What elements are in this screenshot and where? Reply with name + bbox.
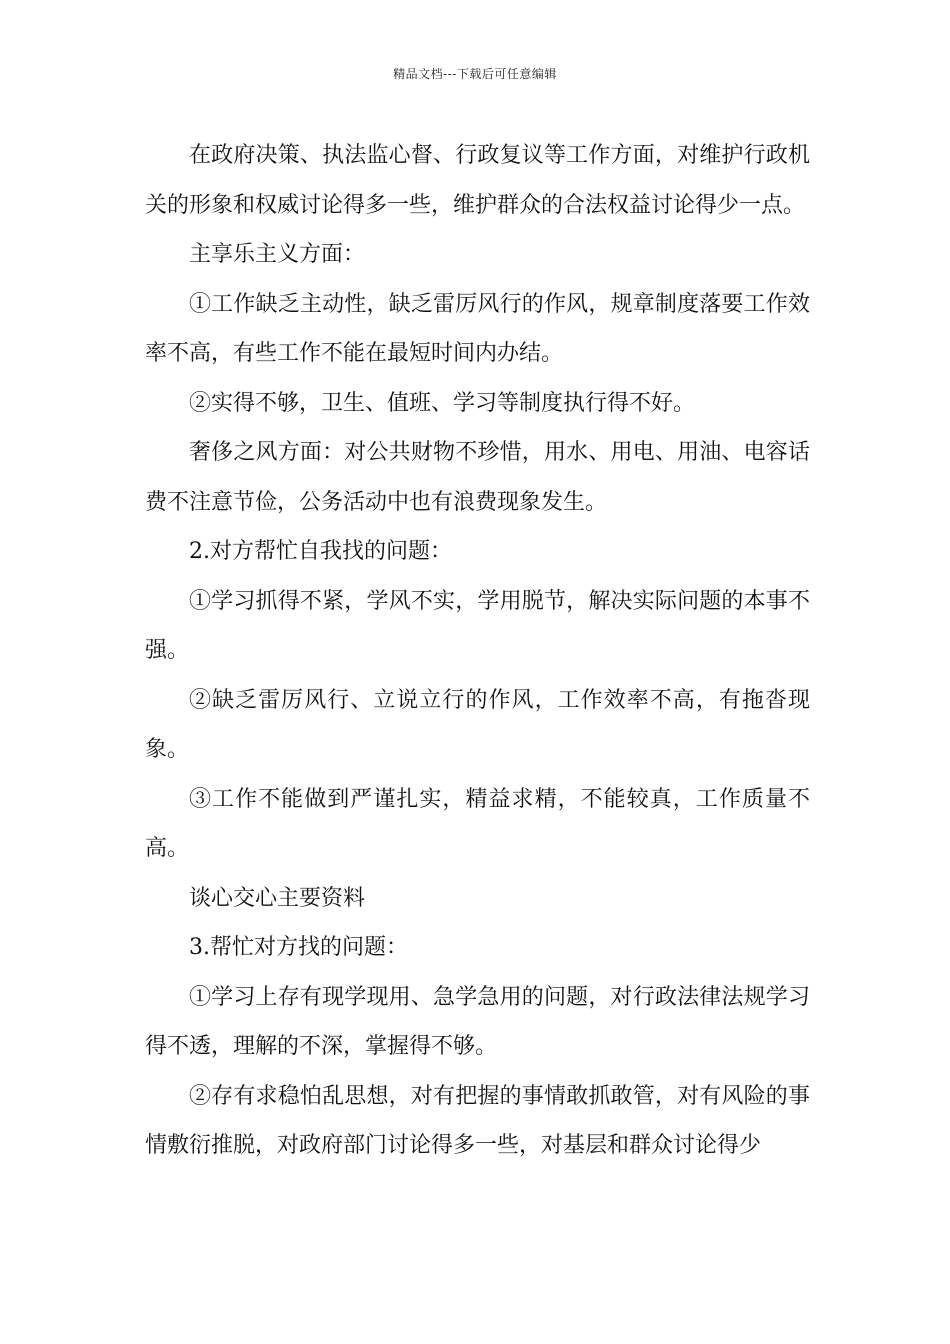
- paragraph: 3.帮忙对方找的问题：: [189, 935, 408, 960]
- paragraph: 谈心交心主要资料: [189, 885, 366, 911]
- paragraph: ①学习抓得不紧，学风不实，学用脱节，解决实际问题的本事不强。: [145, 588, 810, 663]
- paragraph: ①工作缺乏主动性，缺乏雷厉风行的作风，规章制度落要工作效率不高，有些工作不能在最短时间内办结。: [145, 291, 810, 366]
- paragraph: ②缺乏雷厉风行、立说立行的作风，工作效率不高，有拖沓现象。: [145, 687, 810, 762]
- paragraph: ②存有求稳怕乱思想，对有把握的事情敢抓敢管，对有风险的事情敷衍推脱，对政府部门讨论得多一些，对基层和群众讨论得少: [145, 1083, 810, 1158]
- document-body: [145, 131, 810, 1171]
- paragraph: ③工作不能做到严谨扎实，精益求精，不能较真，工作质量不高。: [145, 786, 810, 861]
- paragraph: 2.对方帮忙自我找的问题：: [189, 539, 452, 564]
- page-header: 精品文档---下载后可任意编辑: [393, 67, 557, 81]
- paragraph: 在政府决策、执法监心督、行政复议等工作方面，对维护行政机关的形象和权威讨论得多一些，维护群众的合法权益讨论得少一点。: [145, 143, 810, 218]
- paragraph: ②实得不够，卫生、值班、学习等制度执行得不好。: [189, 390, 696, 416]
- paragraph: ①学习上存有现学现用、急学急用的问题，对行政法律法规学习得不透，理解的不深，掌握得不够。: [145, 984, 810, 1059]
- paragraph: 奢侈之风方面：对公共财物不珍惜，用水、用电、用油、电容话费不注意节俭，公务活动中也有浪费现象发生。: [145, 440, 810, 515]
- paragraph: 主享乐主义方面：: [189, 242, 366, 267]
